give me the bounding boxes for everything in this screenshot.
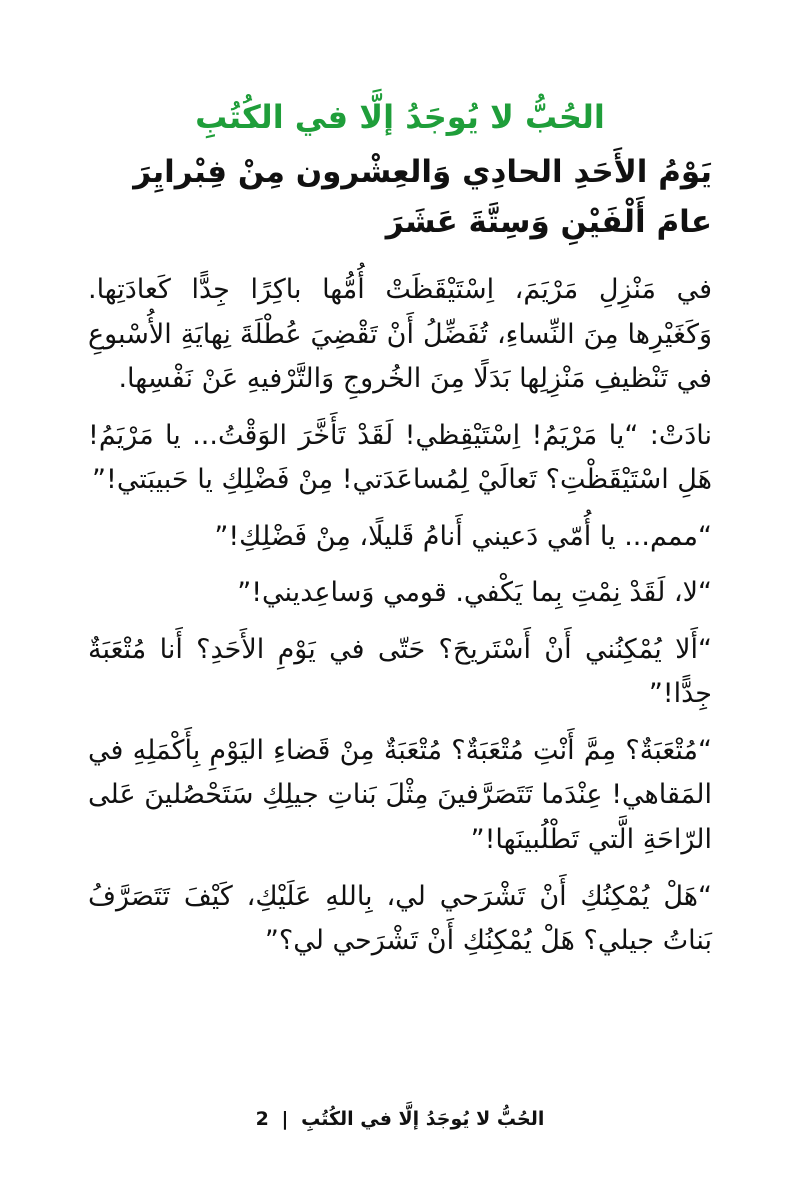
paragraph-5: “أَلا يُمْكِنُني أَنْ أَسْتَريحَ؟ حَتّى في يَوْمِ الأَحَدِ؟ أَنا مُتْعَبَةٌ جِدًّا!”	[88, 633, 712, 710]
paragraph-7: “هَلْ يُمْكِنُكِ أَنْ تَشْرَحي لي، بِاللهِ عَلَيْكِ، كَيْفَ تَتَصَرَّفُ بَناتُ جيلي؟ هَلْ يُمْكِنُكِ أَنْ تَشْرَحي لي؟”	[88, 880, 712, 957]
footer-separator: |	[281, 1108, 289, 1130]
date-heading: يَوْمُ الأَحَدِ الحادِي وَالعِشْرون مِنْ فِبْرايِرَ عامَ أَلْفَيْنِ وَسِتَّةَ عَشَرَ	[133, 154, 712, 240]
footer-running-title: الحُبُّ لا يُوجَدُ إلَّا في الكُتُبِ	[301, 1108, 545, 1130]
paragraph-3: “ممم... يا أُمّي دَعيني أَنامُ قَليلًا، مِنْ فَضْلِكِ!”	[214, 520, 712, 552]
paragraph-1: في مَنْزِلِ مَرْيَمَ، اِسْتَيْقَظَتْ أُمُّها باكِرًا جِدًّا كَعادَتِها. وَكَغَيْرِها مِنَ النِّساءِ، تُفَضِّلُ أَنْ تَقْضِيَ عُطْلَةَ نِهايَةِ الأُسْبوعِ في تَنْظيفِ مَنْزِلِها بَدَلًا مِنَ الخُروجِ وَالتَّرْفيهِ عَنْ نَفْسِها.	[88, 274, 712, 395]
paragraph-4: “لا، لَقَدْ نِمْتِ بِما يَكْفي. قومي وَساعِديني!”	[237, 577, 712, 609]
paragraph-6: “مُتْعَبَةٌ؟ مِمَّ أَنْتِ مُتْعَبَةٌ؟ مُتْعَبَةٌ مِنْ قَضاءِ اليَوْمِ بِأَكْمَلِهِ في المَقاهي! عِنْدَما تَتَصَرَّفينَ مِثْلَ بَناتِ جيلِكِ سَتَحْصُلينَ عَلى الرّاحَةِ الَّتي تَطْلُبينَها!”	[88, 734, 712, 856]
story-body	[88, 268, 712, 976]
chapter-title: الحُبُّ لا يُوجَدُ إلَّا في الكُتُبِ	[195, 98, 605, 136]
page-number: 2	[255, 1108, 269, 1130]
paragraph-2: نادَتْ: “يا مَرْيَمُ! اِسْتَيْقِظي! لَقَدْ تَأَخَّرَ الوَقْتُ... يا مَرْيَمُ! هَلِ اسْتَيْقَظْتِ؟ تَعالَيْ لِمُساعَدَتي! مِنْ فَضْلِكِ يا حَبيبَتي!”	[88, 419, 712, 496]
page-footer	[0, 1108, 800, 1130]
